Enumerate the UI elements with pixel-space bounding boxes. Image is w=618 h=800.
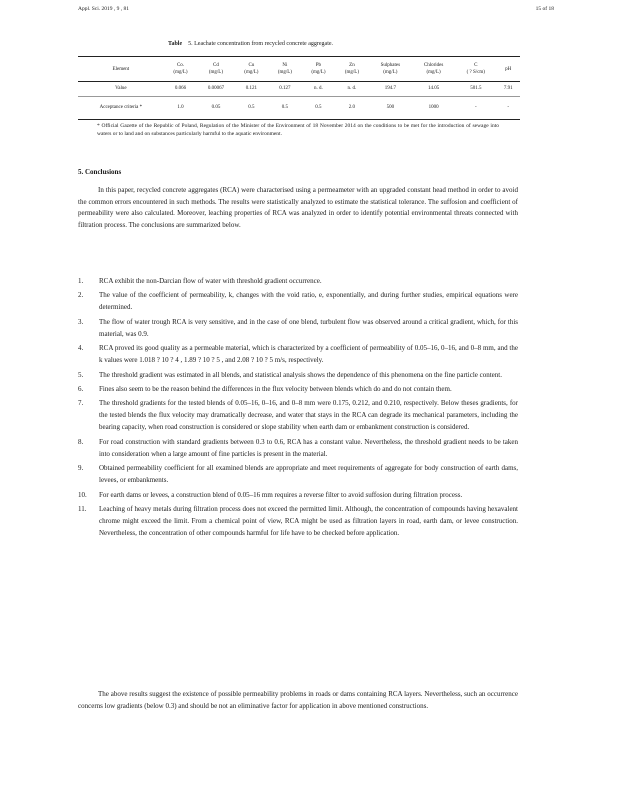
list-number: 5. xyxy=(78,370,84,379)
list-item xyxy=(78,289,518,313)
conclusions-list xyxy=(78,275,518,541)
list-number: 10. xyxy=(78,490,87,499)
list-item xyxy=(78,503,518,539)
list-number: 7. xyxy=(78,399,84,408)
intro-paragraph: In this paper, recycled concrete aggregates (RCA) were characterised using a permeameter with an upgraded constant head method in order to avoid the common errors encountered in such methods. The results were statistically analyzed to estimate the statistical tolerance. The suffosion and coefficient of permeability were also calculated. Moreover, leaching properties of RCA was analyzed in order to identify potential environmental threats connected with filtration process. The conclusions are summarized below. xyxy=(78,186,518,229)
list-item xyxy=(78,462,518,486)
list-item xyxy=(78,489,518,501)
table-cell: 0.05 xyxy=(197,97,234,120)
col-header: Cd (mg/L) xyxy=(197,57,234,82)
section-heading: 5. Conclusions xyxy=(78,168,122,176)
col-header: Chlorides (mg/L) xyxy=(412,57,455,82)
table-footnote: * Official Gazette of the Republic of Poland, Regulation of the Minister of the Environment of 18 November 2014 on the conditions to be met for the introduction of sewage into waters or to land and on substances particularly harmful to the aquatic environment. xyxy=(97,123,499,137)
list-item-text: For earth dams or levees, a construction blend of 0.05–16 mm requires a reverse filter to avoid suffosion during filtration process. xyxy=(99,490,463,499)
table-cell: 2.0 xyxy=(335,97,369,120)
list-number: 8. xyxy=(78,437,84,446)
list-item-text: Obtained permeability coefficient for all examined blends are appropriate and meet requirements of aggregate for body construction of earth dams, levees, or embankments. xyxy=(99,464,518,485)
table-cell: 501.5 xyxy=(455,82,496,97)
table-cell: 194.7 xyxy=(369,82,412,97)
table-caption xyxy=(168,41,333,47)
list-item-text: Fines also seem to be the reason behind the differences in the flux velocity between blends which do and do not contain them. xyxy=(99,384,452,393)
col-header: Sulphates (mg/L) xyxy=(369,57,412,82)
table-cell: 500 xyxy=(369,97,412,120)
table-cell: 7.91 xyxy=(496,82,520,97)
table-cell: 14.05 xyxy=(412,82,455,97)
table-caption-label: Table xyxy=(168,41,183,47)
col-header: C ( ? S/cm) xyxy=(455,57,496,82)
list-item-text: For road construction with standard gradients between 0.3 to 0.6, RCA has a constant value. Nevertheless, the threshold gradient needs to be taken into consideration when a large amount of fine particles is present in the material. xyxy=(99,437,518,458)
table-cell: Value xyxy=(78,82,164,97)
table-cell: n. d. xyxy=(335,82,369,97)
leachate-table xyxy=(78,56,520,120)
list-number: 1. xyxy=(78,277,84,285)
page-number: 15 of 18 xyxy=(535,6,554,12)
table-header-row xyxy=(78,57,520,82)
list-item-text: The value of the coefficient of permeability, k, changes with the void ratio, e, exponentially, and during further studies, empirical equations were determined. xyxy=(99,291,518,312)
col-header: Co. (mg/L) xyxy=(164,57,198,82)
col-header: Element xyxy=(78,57,164,82)
list-item-text: The flow of water trough RCA is very sensitive, and in the case of one blend, turbulent flow was observed around a critical gradient, which, for this material, was 0.9. xyxy=(99,317,518,338)
col-header: Zn (mg/L) xyxy=(335,57,369,82)
list-item-text: The threshold gradients for the tested blends of 0.05–16, 0–16, and 0–8 mm were 0.175, 0.212, and 0.210, respectively. Below theses gradients, for the tested blends the flux velocity may dramatically decrease, and water that stays in the RCA can degrade its mechanical parameters, including the bearing capacity, when road construction is considered or slope stability when earth dam or embankment construction is considered. xyxy=(99,399,518,432)
table-cell: 0.5 xyxy=(235,97,269,120)
col-header: pH xyxy=(496,57,520,82)
table-cell: 0.5 xyxy=(268,97,302,120)
table-cell: - xyxy=(496,97,520,120)
list-number: 3. xyxy=(78,317,84,326)
list-number: 6. xyxy=(78,384,84,393)
table-cell: - xyxy=(455,97,496,120)
list-number: 11. xyxy=(78,504,87,513)
table-cell: 0.127 xyxy=(268,82,302,97)
table-cell: 0.5 xyxy=(302,97,336,120)
table-row xyxy=(78,82,520,97)
table-cell: 1.0 xyxy=(164,97,198,120)
table-cell: 1000 xyxy=(412,97,455,120)
col-header: Cu (mg/L) xyxy=(235,57,269,82)
list-number: 4. xyxy=(78,344,84,353)
table-cell: 0.066 xyxy=(164,82,198,97)
table-cell: Acceptance criteria * xyxy=(78,97,164,120)
col-header: Pb (mg/L) xyxy=(302,57,336,82)
list-item xyxy=(78,316,518,340)
closing-paragraph: The above results suggest the existence of possible permeability problems in roads or dams containing RCA layers. Nevertheless, such an occurrence concerns low gradients (below 0.3) and should be not an eliminative factor for application in above mentioned constructions. xyxy=(78,690,518,710)
list-item xyxy=(78,275,518,287)
list-item xyxy=(78,342,518,366)
table-row xyxy=(78,97,520,120)
table-cell: 0.121 xyxy=(235,82,269,97)
list-item xyxy=(78,383,518,395)
list-number: 2. xyxy=(78,291,84,300)
list-item xyxy=(78,369,518,381)
list-item-text: RCA proved its good quality as a permeable material, which is characterized by a coefficient of permeability of 0.05–16, 0–16, and 0–8 mm, and the k values were 1.018 ? 10 ? 4 , 1.89 ? 10 ? 5 , and 2.08 ? 10 ? 5 m/s, respectively. xyxy=(99,344,518,365)
list-item-text: RCA exhibit the non-Darcian flow of water with threshold gradient occurrence. xyxy=(99,277,322,285)
journal-citation: Appl. Sci. 2019 , 9 , 81 xyxy=(78,6,130,12)
col-header: Ni (mg/L) xyxy=(268,57,302,82)
table-cell: 0.00067 xyxy=(197,82,234,97)
list-item xyxy=(78,436,518,460)
table-caption-text: 5. Leachate concentration from recycled concrete aggregate. xyxy=(188,41,334,47)
table-cell: n. d. xyxy=(302,82,336,97)
list-number: 9. xyxy=(78,464,84,473)
list-item-text: Leaching of heavy metals during filtration process does not exceed the permitted limit. Although, the concentration of compounds having hexavalent chrome might exceed the limit. From a chemical point of view, RCA might be used as filtration layers in road, earth dam, or levee construction. Nevertheless, the concentration of other compounds harmful for life have to be checked before application. xyxy=(99,504,518,537)
list-item xyxy=(78,397,518,433)
list-item-text: The threshold gradient was estimated in all blends, and statistical analysis shows the dependence of this phenomena on the fine particle content. xyxy=(99,370,502,379)
